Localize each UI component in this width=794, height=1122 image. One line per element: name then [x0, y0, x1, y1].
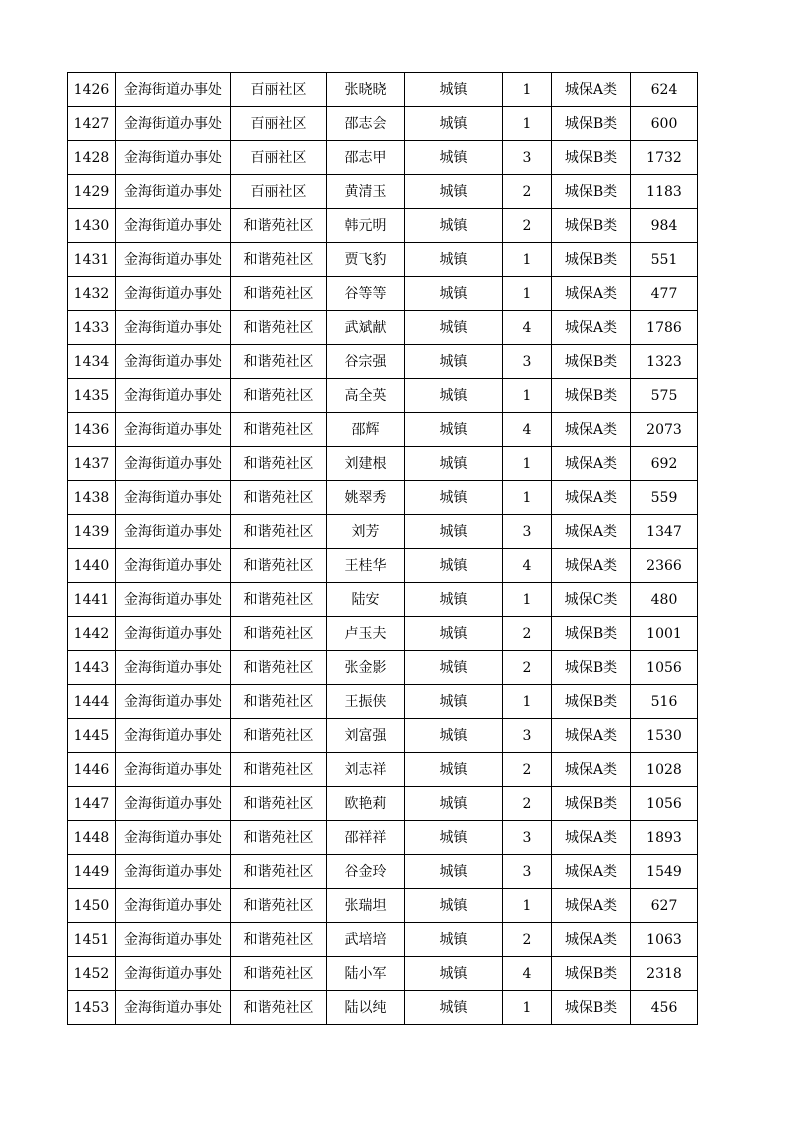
household-count-cell: 4: [503, 957, 552, 991]
table-row: [68, 923, 698, 957]
row-number-cell: 1444: [68, 685, 116, 719]
row-number-cell: 1437: [68, 447, 116, 481]
community-cell: 百丽社区: [231, 73, 327, 107]
category-cell: 城保B类: [552, 141, 631, 175]
community-cell: 和谐苑社区: [231, 277, 327, 311]
household-count-cell: 2: [503, 923, 552, 957]
area-type-cell: 城镇: [405, 175, 503, 209]
row-number-cell: 1448: [68, 821, 116, 855]
area-type-cell: 城镇: [405, 651, 503, 685]
amount-cell: 1786: [631, 311, 698, 345]
category-cell: 城保A类: [552, 855, 631, 889]
office-cell: 金海街道办事处: [116, 855, 231, 889]
amount-cell: 1028: [631, 753, 698, 787]
community-cell: 和谐苑社区: [231, 889, 327, 923]
category-cell: 城保B类: [552, 379, 631, 413]
table-row: [68, 787, 698, 821]
community-cell: 百丽社区: [231, 107, 327, 141]
community-cell: 和谐苑社区: [231, 345, 327, 379]
category-cell: 城保A类: [552, 447, 631, 481]
category-cell: 城保A类: [552, 277, 631, 311]
area-type-cell: 城镇: [405, 991, 503, 1025]
household-count-cell: 3: [503, 141, 552, 175]
table-row: [68, 73, 698, 107]
office-cell: 金海街道办事处: [116, 787, 231, 821]
household-count-cell: 1: [503, 447, 552, 481]
community-cell: 和谐苑社区: [231, 481, 327, 515]
row-number-cell: 1445: [68, 719, 116, 753]
table-row: [68, 175, 698, 209]
area-type-cell: 城镇: [405, 379, 503, 413]
name-cell: 王振侠: [327, 685, 405, 719]
table-row: [68, 685, 698, 719]
table-row: [68, 413, 698, 447]
table-row: [68, 209, 698, 243]
row-number-cell: 1436: [68, 413, 116, 447]
area-type-cell: 城镇: [405, 549, 503, 583]
community-cell: 和谐苑社区: [231, 685, 327, 719]
area-type-cell: 城镇: [405, 821, 503, 855]
category-cell: 城保B类: [552, 175, 631, 209]
household-count-cell: 1: [503, 889, 552, 923]
amount-cell: 984: [631, 209, 698, 243]
table-row: [68, 991, 698, 1025]
row-number-cell: 1446: [68, 753, 116, 787]
amount-cell: 1893: [631, 821, 698, 855]
area-type-cell: 城镇: [405, 481, 503, 515]
amount-cell: 1530: [631, 719, 698, 753]
household-count-cell: 3: [503, 515, 552, 549]
table-body: [68, 73, 698, 1025]
household-count-cell: 4: [503, 311, 552, 345]
community-cell: 和谐苑社区: [231, 413, 327, 447]
category-cell: 城保A类: [552, 73, 631, 107]
household-count-cell: 1: [503, 379, 552, 413]
area-type-cell: 城镇: [405, 923, 503, 957]
row-number-cell: 1429: [68, 175, 116, 209]
household-count-cell: 1: [503, 685, 552, 719]
category-cell: 城保B类: [552, 617, 631, 651]
community-cell: 百丽社区: [231, 175, 327, 209]
amount-cell: 1001: [631, 617, 698, 651]
household-count-cell: 2: [503, 209, 552, 243]
row-number-cell: 1451: [68, 923, 116, 957]
community-cell: 和谐苑社区: [231, 855, 327, 889]
category-cell: 城保A类: [552, 311, 631, 345]
table-row: [68, 719, 698, 753]
data-table: [67, 72, 698, 1025]
name-cell: 刘芳: [327, 515, 405, 549]
community-cell: 和谐苑社区: [231, 787, 327, 821]
area-type-cell: 城镇: [405, 889, 503, 923]
office-cell: 金海街道办事处: [116, 821, 231, 855]
table-row: [68, 821, 698, 855]
amount-cell: 516: [631, 685, 698, 719]
office-cell: 金海街道办事处: [116, 175, 231, 209]
office-cell: 金海街道办事处: [116, 617, 231, 651]
name-cell: 欧艳莉: [327, 787, 405, 821]
amount-cell: 551: [631, 243, 698, 277]
area-type-cell: 城镇: [405, 753, 503, 787]
name-cell: 刘富强: [327, 719, 405, 753]
name-cell: 武培培: [327, 923, 405, 957]
row-number-cell: 1449: [68, 855, 116, 889]
office-cell: 金海街道办事处: [116, 549, 231, 583]
row-number-cell: 1441: [68, 583, 116, 617]
category-cell: 城保A类: [552, 821, 631, 855]
row-number-cell: 1432: [68, 277, 116, 311]
table-row: [68, 379, 698, 413]
community-cell: 和谐苑社区: [231, 957, 327, 991]
table-row: [68, 107, 698, 141]
household-count-cell: 2: [503, 787, 552, 821]
row-number-cell: 1427: [68, 107, 116, 141]
name-cell: 陆以纯: [327, 991, 405, 1025]
name-cell: 邵辉: [327, 413, 405, 447]
table-row: [68, 481, 698, 515]
category-cell: 城保B类: [552, 243, 631, 277]
amount-cell: 1056: [631, 787, 698, 821]
household-count-cell: 4: [503, 413, 552, 447]
household-count-cell: 1: [503, 107, 552, 141]
name-cell: 张瑞坦: [327, 889, 405, 923]
office-cell: 金海街道办事处: [116, 515, 231, 549]
amount-cell: 1056: [631, 651, 698, 685]
office-cell: 金海街道办事处: [116, 379, 231, 413]
row-number-cell: 1434: [68, 345, 116, 379]
category-cell: 城保B类: [552, 991, 631, 1025]
row-number-cell: 1430: [68, 209, 116, 243]
row-number-cell: 1443: [68, 651, 116, 685]
household-count-cell: 1: [503, 243, 552, 277]
amount-cell: 2318: [631, 957, 698, 991]
area-type-cell: 城镇: [405, 311, 503, 345]
office-cell: 金海街道办事处: [116, 753, 231, 787]
name-cell: 邵祥祥: [327, 821, 405, 855]
name-cell: 王桂华: [327, 549, 405, 583]
office-cell: 金海街道办事处: [116, 243, 231, 277]
table-row: [68, 447, 698, 481]
amount-cell: 456: [631, 991, 698, 1025]
household-count-cell: 3: [503, 855, 552, 889]
community-cell: 和谐苑社区: [231, 821, 327, 855]
category-cell: 城保B类: [552, 685, 631, 719]
community-cell: 和谐苑社区: [231, 753, 327, 787]
name-cell: 谷等等: [327, 277, 405, 311]
area-type-cell: 城镇: [405, 413, 503, 447]
row-number-cell: 1452: [68, 957, 116, 991]
community-cell: 和谐苑社区: [231, 583, 327, 617]
row-number-cell: 1428: [68, 141, 116, 175]
category-cell: 城保B类: [552, 209, 631, 243]
community-cell: 和谐苑社区: [231, 923, 327, 957]
household-count-cell: 3: [503, 821, 552, 855]
table-row: [68, 957, 698, 991]
community-cell: 和谐苑社区: [231, 515, 327, 549]
area-type-cell: 城镇: [405, 243, 503, 277]
amount-cell: 624: [631, 73, 698, 107]
category-cell: 城保B类: [552, 957, 631, 991]
table-row: [68, 141, 698, 175]
household-count-cell: 3: [503, 345, 552, 379]
amount-cell: 692: [631, 447, 698, 481]
table-row: [68, 651, 698, 685]
name-cell: 武斌献: [327, 311, 405, 345]
office-cell: 金海街道办事处: [116, 685, 231, 719]
area-type-cell: 城镇: [405, 209, 503, 243]
amount-cell: 575: [631, 379, 698, 413]
community-cell: 和谐苑社区: [231, 991, 327, 1025]
table-row: [68, 277, 698, 311]
amount-cell: 480: [631, 583, 698, 617]
name-cell: 姚翠秀: [327, 481, 405, 515]
row-number-cell: 1438: [68, 481, 116, 515]
name-cell: 陆安: [327, 583, 405, 617]
amount-cell: 559: [631, 481, 698, 515]
category-cell: 城保A类: [552, 889, 631, 923]
area-type-cell: 城镇: [405, 583, 503, 617]
category-cell: 城保A类: [552, 923, 631, 957]
office-cell: 金海街道办事处: [116, 311, 231, 345]
office-cell: 金海街道办事处: [116, 141, 231, 175]
community-cell: 和谐苑社区: [231, 209, 327, 243]
community-cell: 百丽社区: [231, 141, 327, 175]
area-type-cell: 城镇: [405, 73, 503, 107]
household-count-cell: 1: [503, 583, 552, 617]
table-row: [68, 243, 698, 277]
table-row: [68, 515, 698, 549]
household-count-cell: 1: [503, 991, 552, 1025]
community-cell: 和谐苑社区: [231, 243, 327, 277]
area-type-cell: 城镇: [405, 855, 503, 889]
household-count-cell: 3: [503, 719, 552, 753]
row-number-cell: 1447: [68, 787, 116, 821]
office-cell: 金海街道办事处: [116, 651, 231, 685]
row-number-cell: 1433: [68, 311, 116, 345]
household-count-cell: 2: [503, 753, 552, 787]
community-cell: 和谐苑社区: [231, 651, 327, 685]
category-cell: 城保A类: [552, 753, 631, 787]
amount-cell: 2073: [631, 413, 698, 447]
area-type-cell: 城镇: [405, 277, 503, 311]
name-cell: 张晓晓: [327, 73, 405, 107]
name-cell: 卢玉夫: [327, 617, 405, 651]
office-cell: 金海街道办事处: [116, 481, 231, 515]
row-number-cell: 1431: [68, 243, 116, 277]
office-cell: 金海街道办事处: [116, 209, 231, 243]
household-count-cell: 2: [503, 651, 552, 685]
table-row: [68, 549, 698, 583]
name-cell: 刘志祥: [327, 753, 405, 787]
table-row: [68, 753, 698, 787]
name-cell: 高全英: [327, 379, 405, 413]
table-row: [68, 345, 698, 379]
office-cell: 金海街道办事处: [116, 345, 231, 379]
office-cell: 金海街道办事处: [116, 413, 231, 447]
area-type-cell: 城镇: [405, 447, 503, 481]
area-type-cell: 城镇: [405, 787, 503, 821]
household-count-cell: 1: [503, 73, 552, 107]
name-cell: 陆小军: [327, 957, 405, 991]
row-number-cell: 1440: [68, 549, 116, 583]
category-cell: 城保A类: [552, 413, 631, 447]
category-cell: 城保A类: [552, 549, 631, 583]
category-cell: 城保B类: [552, 787, 631, 821]
community-cell: 和谐苑社区: [231, 617, 327, 651]
community-cell: 和谐苑社区: [231, 549, 327, 583]
name-cell: 黄清玉: [327, 175, 405, 209]
household-count-cell: 2: [503, 617, 552, 651]
household-count-cell: 1: [503, 277, 552, 311]
category-cell: 城保A类: [552, 481, 631, 515]
office-cell: 金海街道办事处: [116, 107, 231, 141]
area-type-cell: 城镇: [405, 719, 503, 753]
office-cell: 金海街道办事处: [116, 583, 231, 617]
area-type-cell: 城镇: [405, 617, 503, 651]
row-number-cell: 1435: [68, 379, 116, 413]
amount-cell: 1323: [631, 345, 698, 379]
community-cell: 和谐苑社区: [231, 719, 327, 753]
name-cell: 谷宗强: [327, 345, 405, 379]
office-cell: 金海街道办事处: [116, 957, 231, 991]
row-number-cell: 1453: [68, 991, 116, 1025]
community-cell: 和谐苑社区: [231, 311, 327, 345]
row-number-cell: 1426: [68, 73, 116, 107]
area-type-cell: 城镇: [405, 957, 503, 991]
category-cell: 城保C类: [552, 583, 631, 617]
table-row: [68, 583, 698, 617]
category-cell: 城保B类: [552, 107, 631, 141]
name-cell: 贾飞豹: [327, 243, 405, 277]
name-cell: 谷金玲: [327, 855, 405, 889]
table-row: [68, 311, 698, 345]
area-type-cell: 城镇: [405, 685, 503, 719]
community-cell: 和谐苑社区: [231, 447, 327, 481]
amount-cell: 2366: [631, 549, 698, 583]
amount-cell: 1063: [631, 923, 698, 957]
table-row: [68, 855, 698, 889]
name-cell: 邵志甲: [327, 141, 405, 175]
row-number-cell: 1439: [68, 515, 116, 549]
household-count-cell: 4: [503, 549, 552, 583]
area-type-cell: 城镇: [405, 345, 503, 379]
category-cell: 城保B类: [552, 345, 631, 379]
office-cell: 金海街道办事处: [116, 447, 231, 481]
office-cell: 金海街道办事处: [116, 277, 231, 311]
office-cell: 金海街道办事处: [116, 73, 231, 107]
name-cell: 张金影: [327, 651, 405, 685]
amount-cell: 627: [631, 889, 698, 923]
area-type-cell: 城镇: [405, 515, 503, 549]
category-cell: 城保A类: [552, 719, 631, 753]
household-count-cell: 2: [503, 175, 552, 209]
office-cell: 金海街道办事处: [116, 889, 231, 923]
category-cell: 城保B类: [552, 651, 631, 685]
amount-cell: 1549: [631, 855, 698, 889]
household-count-cell: 1: [503, 481, 552, 515]
community-cell: 和谐苑社区: [231, 379, 327, 413]
office-cell: 金海街道办事处: [116, 923, 231, 957]
amount-cell: 1732: [631, 141, 698, 175]
category-cell: 城保A类: [552, 515, 631, 549]
row-number-cell: 1450: [68, 889, 116, 923]
row-number-cell: 1442: [68, 617, 116, 651]
name-cell: 邵志会: [327, 107, 405, 141]
amount-cell: 1347: [631, 515, 698, 549]
name-cell: 刘建根: [327, 447, 405, 481]
office-cell: 金海街道办事处: [116, 991, 231, 1025]
amount-cell: 477: [631, 277, 698, 311]
office-cell: 金海街道办事处: [116, 719, 231, 753]
area-type-cell: 城镇: [405, 107, 503, 141]
amount-cell: 600: [631, 107, 698, 141]
table-row: [68, 617, 698, 651]
amount-cell: 1183: [631, 175, 698, 209]
area-type-cell: 城镇: [405, 141, 503, 175]
table-row: [68, 889, 698, 923]
name-cell: 韩元明: [327, 209, 405, 243]
